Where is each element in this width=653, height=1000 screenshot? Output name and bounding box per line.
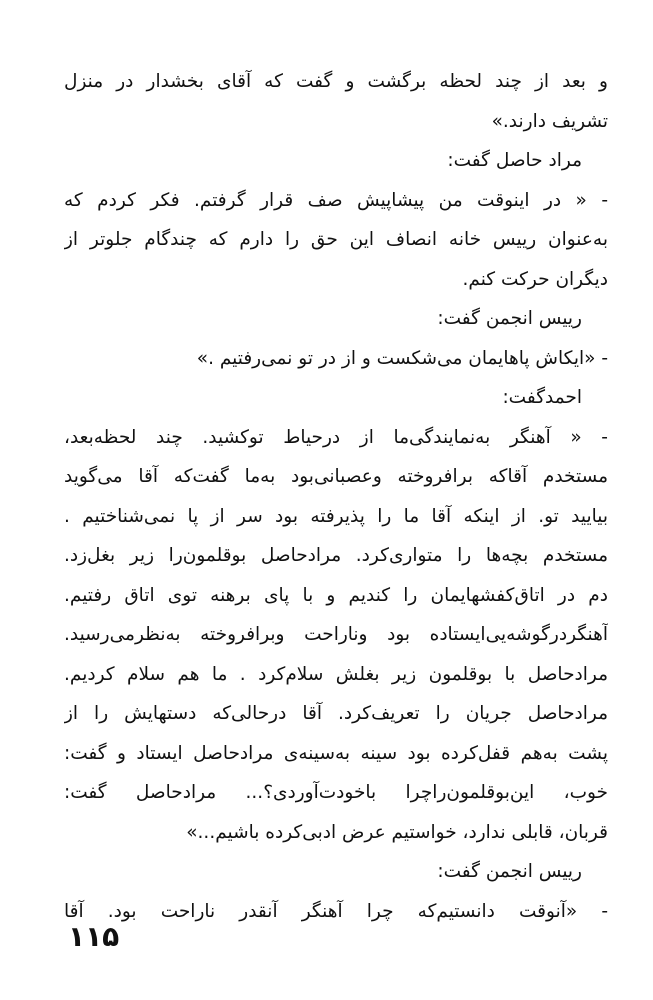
text-line: به‌عنوان رییس خانه انصاف این حق را دارم که چندگام جلوتر از	[64, 229, 608, 250]
text-line: - «آنوقت دانستیم‌که چرا آهنگر آنقدر ناراحت بود. آقا	[64, 900, 608, 922]
text-line: - « در اینوقت من پیشاپیش صف قرار گرفتم. فکر کردم که	[64, 189, 608, 211]
text-line: مستخدم بچه‌ها را متواری‌کرد. مرادحاصل بوقلمون‌را زیر بغل‌زد.	[64, 545, 608, 566]
speaker-line: رییس انجمن گفت:	[437, 861, 582, 882]
page-number: ۱۱۵	[68, 920, 120, 953]
text-line: تشریف دارند.»	[491, 110, 608, 132]
text-line: مرادحاصل جریان را تعریف‌کرد. آقا درحالی‌که دستهایش را از	[64, 703, 608, 724]
text-line: - « آهنگر به‌نمایندگی‌ما از درحیاط توکشید. چند لحظه‌بعد،	[64, 426, 608, 448]
text-line: پشت به‌هم قفل‌کرده بود سینه به‌سینه‌ی مرادحاصل ایستاد و گفت:	[64, 742, 608, 764]
text-line: و بعد از چند لحظه برگشت و گفت که آقای بخشدار در منزل	[64, 71, 608, 92]
text-line: مستخدم آقاکه برافروخته وعصبانی‌بود به‌ما گفت‌که آقا می‌گوید	[64, 466, 608, 487]
text-line: آهنگردرگوشه‌یی‌ایستاده بود وناراحت وبرافروخته به‌نظرمی‌رسید.	[64, 624, 608, 645]
text-line: - «ایکاش پاهایمان می‌شکست و از در تو نمی‌رفتیم .»	[196, 347, 608, 369]
text-line: مرادحاصل با بوقلمون زیر بغلش سلام‌کرد . ما هم سلام کردیم.	[64, 663, 608, 685]
speaker-line: رییس انجمن گفت:	[437, 308, 582, 329]
speaker-line: احمدگفت:	[502, 387, 582, 408]
speaker-line: مراد حاصل گفت:	[447, 150, 582, 171]
text-line: خوب، این‌بوقلمون‌راچرا باخودت‌آوردی؟... مرادحاصل گفت:	[64, 782, 608, 803]
text-line: دیگران حرکت کنم.	[462, 268, 608, 290]
text-line: قربان، قابلی ندارد، خواستیم عرض ادبی‌کرده باشیم...»	[186, 821, 608, 843]
text-line: بیایید تو. از اینکه آقا ما را پذیرفته بود سر از پا نمی‌شناختیم .	[64, 505, 608, 527]
body-text	[64, 62, 608, 931]
text-line: دم در اتاق‌کفشهایمان را کندیم و با پای برهنه توی اتاق رفتیم.	[64, 584, 608, 606]
